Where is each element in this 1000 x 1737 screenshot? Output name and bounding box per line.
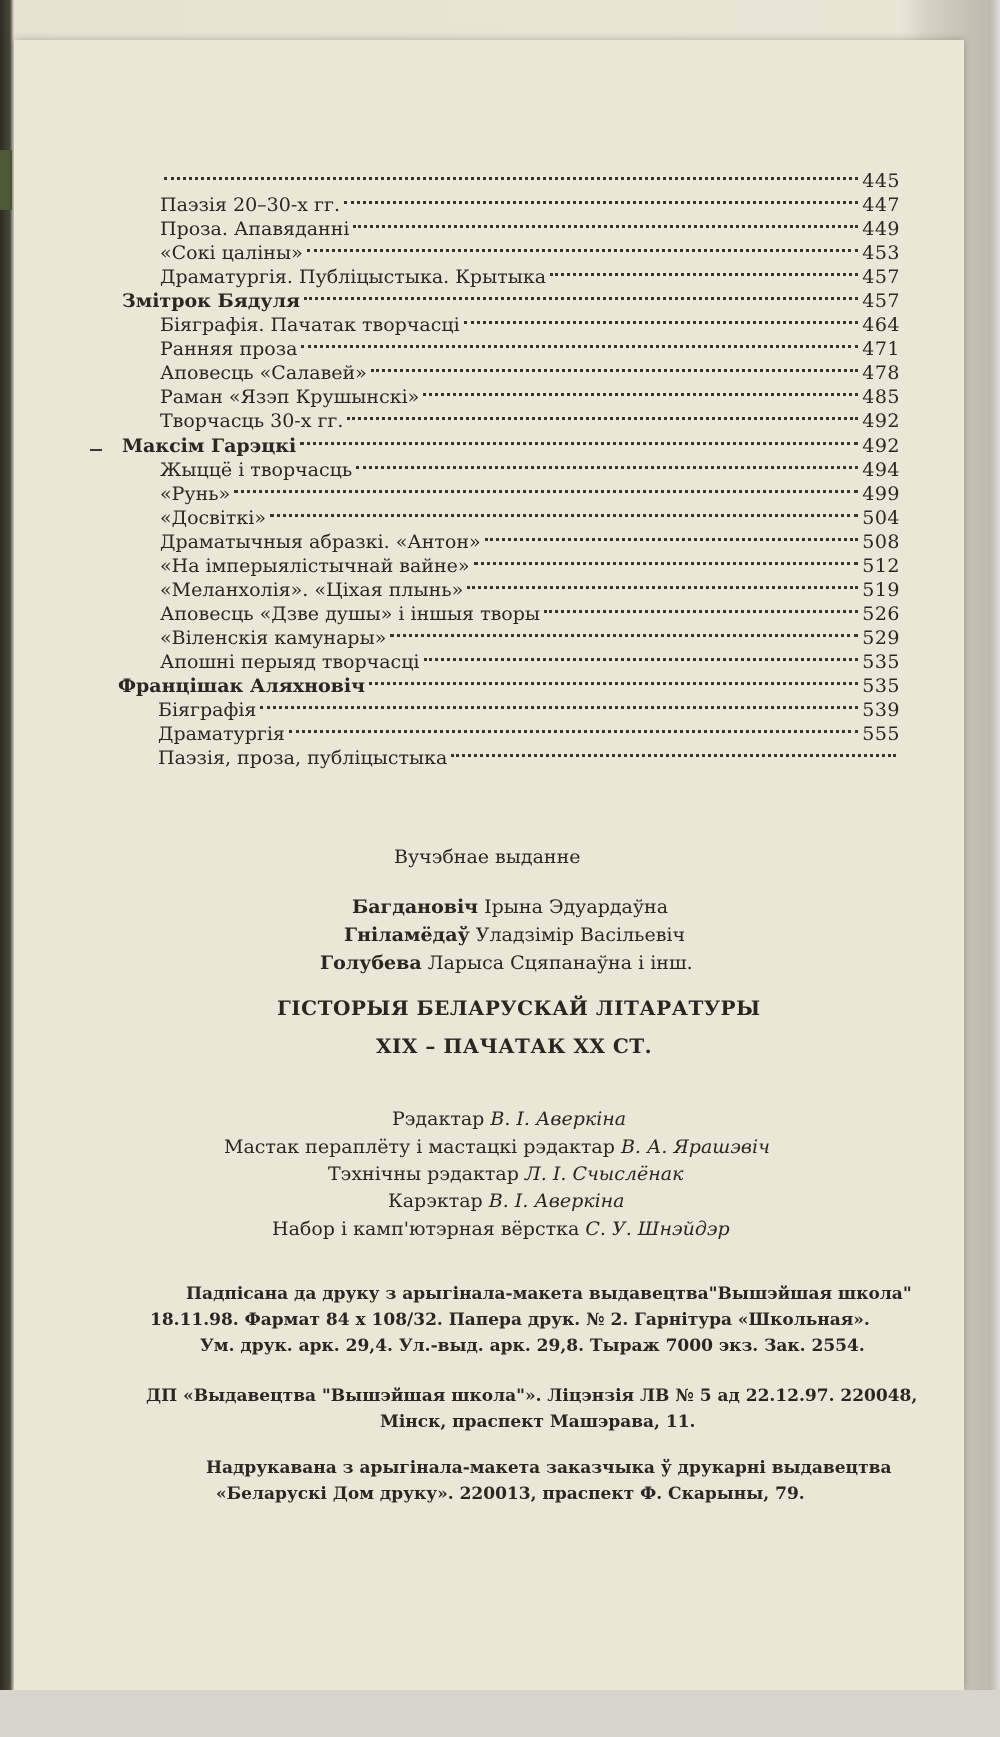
toc-leader-dots [301,321,858,348]
toc-leader-dots [347,393,858,420]
toc-entry-page: 453 [862,242,900,264]
author-name: Ірына Эдуардаўна [484,896,669,918]
toc-leader-dots [304,273,858,300]
toc-entry-title: Апошні перыяд творчасці [160,651,420,673]
toc-entry-title: Раман «Язэп Крушынскі» [160,386,420,408]
toc-entry-title: «Меланхолія». «Ціхая плынь» [160,579,464,601]
book-subtitle: XIX – ПАЧАТАК XX СТ. [376,1034,653,1058]
credit-line [328,1163,683,1185]
author-surname: Голубева [320,952,422,974]
toc-leader-dots [371,345,858,372]
toc-entry-title: Біяграфія [158,699,257,721]
author-name: Ларыса Сцяпанаўна і інш. [427,952,693,974]
credit-role: Тэхнічны рэдактар [328,1163,519,1185]
toc-leader-dots [353,201,858,228]
toc-leader-dots [423,369,858,396]
toc-entry-page: 519 [862,579,900,601]
toc-leader-dots [344,177,858,204]
toc-entry-title: Францішак Аляхновіч [118,675,365,697]
toc-entry-title: Біяграфія. Пачатак творчасці [160,314,460,336]
book-spine-edge [0,150,12,210]
toc-entry-page: 457 [862,290,900,312]
toc-entry-page: 445 [862,170,900,192]
toc-entry-title: Жыццё і творчасць [160,459,353,481]
toc-entry-page: 504 [862,507,900,529]
toc-leader-dots [390,610,858,637]
toc-entry-page: 526 [862,603,900,625]
printer-info-line: Надрукавана з арыгінала-макета заказчыка ў друкарні выдавецтва [206,1458,892,1478]
toc-leader-dots [270,490,858,517]
toc-entry-title: Паэзія, проза, публіцыстыка [158,747,448,769]
toc-entry-page: 478 [862,362,900,384]
print-info-line: 18.11.98. Фармат 84 х 108/32. Папера друк. № 2. Гарнітура «Школьная». [150,1310,870,1330]
print-info-line: Ум. друк. арк. 29,4. Ул.-выд. арк. 29,8. Тыраж 7000 экз. Зак. 2554. [200,1336,865,1356]
toc-entry-page: 494 [862,459,900,481]
author-line [320,952,693,974]
toc-entry-title: «Сокі цаліны» [160,242,303,264]
toc-leader-dots [485,514,859,541]
book-title: ГІСТОРЫЯ БЕЛАРУСКАЙ ЛІТАРАТУРЫ [277,996,761,1020]
credit-role: Набор і камп'ютэрная вёрстка [272,1218,580,1240]
publisher-info-line: ДП «Выдавецтва "Вышэйшая школа"». Ліцэнзія ЛВ № 5 ад 22.12.97. 220048, [146,1386,918,1406]
toc-entry-page: 535 [862,651,900,673]
toc-entry-title: «Рунь» [160,483,231,505]
toc-leader-dots [260,682,858,709]
toc-leader-dots [289,706,858,733]
toc-entry-title: «Досвіткі» [160,507,267,529]
toc-entry-title: Аповесць «Дзве душы» і іншыя творы [160,603,541,625]
toc-entry-page: 449 [862,218,900,240]
toc-entry-page: 499 [862,483,900,505]
background-surface [0,1690,1000,1737]
author-line [344,924,685,946]
toc-entry-page: 539 [862,699,900,721]
credit-line [272,1218,730,1240]
toc-entry-title: Драматургія. Публіцыстыка. Крытыка [160,266,547,288]
credit-line [388,1190,625,1212]
toc-leader-dots [234,466,858,493]
toc-leader-dots [424,634,859,661]
toc-entry-title: Драматургія [158,723,285,745]
toc-entry-title: «Віленскія камунары» [160,627,387,649]
credit-person: В. А. Ярашэвіч [620,1136,770,1158]
credit-person: Л. І. Счыслёнак [524,1163,684,1185]
toc-entry-title: Проза. Апавяданні [160,218,350,240]
toc-entry-page: 485 [862,386,900,408]
toc-leader-dots [544,586,858,613]
publisher-info-line: Мінск, праспект Машэрава, 11. [380,1412,696,1432]
edition-type: Вучэбнае выданне [394,846,581,868]
toc-entry-page: 508 [862,531,900,553]
toc-entry-title: Драматычныя абразкі. «Антон» [160,531,481,553]
margin-tick-mark [90,449,102,451]
toc-leader-dots [300,418,858,445]
credit-role: Рэдактар [392,1108,485,1130]
toc-entry-page: 555 [862,723,900,745]
toc-leader-dots [164,153,858,180]
toc-entry-title: Аповесць «Салавей» [160,362,367,384]
credit-person: В. І. Аверкіна [488,1190,625,1212]
author-line [352,896,668,918]
toc-leader-dots [467,562,858,589]
toc-entry-page: 457 [862,266,900,288]
toc-leader-dots [464,297,859,324]
toc-entry-title: Максім Гарэцкі [122,435,297,457]
toc-entry-title: Творчасць 30-х гг. [160,410,344,432]
toc-entry-title: Ранняя проза [160,338,298,360]
toc-entry-title: Змітрок Бядуля [122,290,301,312]
printer-info-line: «Беларускі Дом друку». 220013, праспект Ф. Скарыны, 79. [216,1484,805,1504]
toc-leader-dots [550,249,858,276]
toc-entry-page: 492 [862,435,900,457]
credit-role: Карэктар [388,1190,483,1212]
credit-line [392,1108,626,1130]
author-surname: Багдановіч [352,896,479,918]
author-name: Уладзімір Васільевіч [475,924,686,946]
credit-line [224,1136,770,1158]
toc-leader-dots [451,730,896,757]
toc-leader-dots [369,658,858,685]
toc-entry-page: 529 [862,627,900,649]
credit-role: Мастак пераплёту і мастацкі рэдактар [224,1136,615,1158]
credit-person: С. У. Шнэйдэр [585,1218,730,1240]
credit-person: В. І. Аверкіна [490,1108,627,1130]
toc-entry-title: «На імперыялістычнай вайне» [160,555,470,577]
toc-entry-page: 447 [862,194,900,216]
toc-leader-dots [307,225,859,252]
toc-entry-page: 512 [862,555,900,577]
toc-entry-page: 471 [862,338,900,360]
author-surname: Гніламёдаў [344,924,470,946]
toc-leader-dots [474,538,859,565]
toc-entry-page: 492 [862,410,900,432]
toc-entry [158,737,900,769]
toc-leader-dots [356,442,858,469]
toc-entry-page: 535 [862,675,900,697]
toc-entry-page: 464 [862,314,900,336]
toc-entry-title: Паэзія 20–30-х гг. [160,194,340,216]
print-info-line: Падпісана да друку з арыгінала-макета выдавецтва"Вышэйшая школа" [186,1284,912,1304]
